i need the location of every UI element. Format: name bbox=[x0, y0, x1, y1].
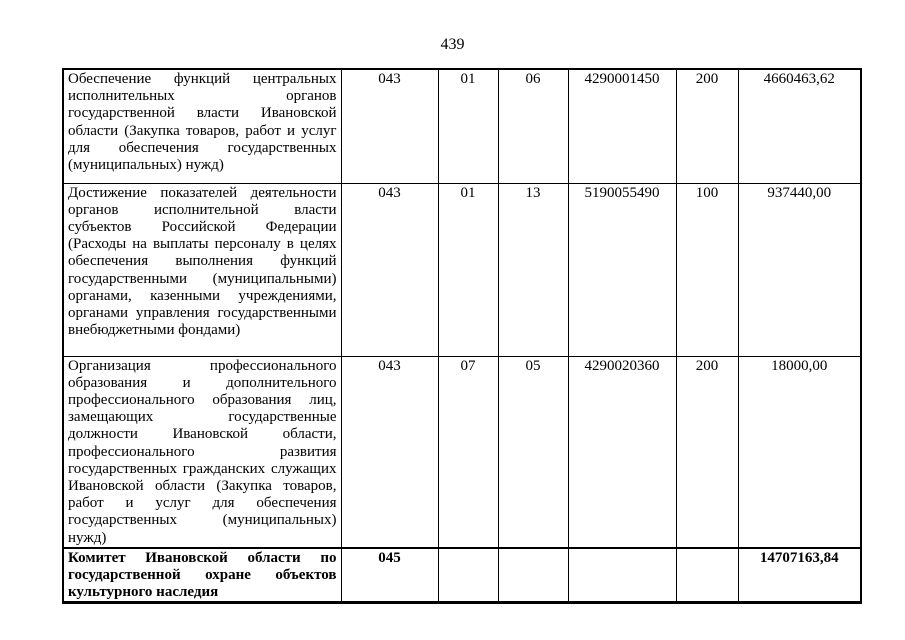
table-row bbox=[63, 183, 861, 356]
cell-grbs-code: 043 bbox=[341, 69, 438, 183]
cell-target-article bbox=[568, 548, 676, 603]
cell-amount: 937440,00 bbox=[738, 183, 861, 356]
table-row-total bbox=[63, 548, 861, 603]
cell-grbs-code: 043 bbox=[341, 356, 438, 548]
cell-description: Обеспечение функций центральных исполнительных органов государственной власти Ивановской области (Закупка товаров, работ и услуг для обеспечения государственных (муниципальных) нужд) bbox=[63, 69, 341, 183]
cell-section: 01 bbox=[438, 69, 498, 183]
cell-target-article: 5190055490 bbox=[568, 183, 676, 356]
cell-description: Организация профессионального образования и дополнительного профессионального образования лиц, замещающих государственные должности Ивановской области, профессионального развития государственных гражданских служащих Ивановской области (Закупка товаров, работ и услуг для обеспечения государственных (муниципальных) нужд) bbox=[63, 356, 341, 548]
cell-description: Комитет Ивановской области по государственной охране объектов культурного наследия bbox=[63, 548, 341, 603]
cell-amount: 14707163,84 bbox=[738, 548, 861, 603]
cell-expense-type: 200 bbox=[676, 356, 738, 548]
budget-table bbox=[62, 68, 862, 604]
cell-section bbox=[438, 548, 498, 603]
cell-target-article: 4290020360 bbox=[568, 356, 676, 548]
cell-section: 07 bbox=[438, 356, 498, 548]
cell-grbs-code: 043 bbox=[341, 183, 438, 356]
cell-expense-type: 200 bbox=[676, 69, 738, 183]
cell-subsection bbox=[498, 548, 568, 603]
cell-amount: 4660463,62 bbox=[738, 69, 861, 183]
cell-amount: 18000,00 bbox=[738, 356, 861, 548]
cell-section: 01 bbox=[438, 183, 498, 356]
cell-subsection: 13 bbox=[498, 183, 568, 356]
cell-subsection: 06 bbox=[498, 69, 568, 183]
cell-grbs-code: 045 bbox=[341, 548, 438, 603]
page-number: 439 bbox=[440, 36, 465, 53]
cell-subsection: 05 bbox=[498, 356, 568, 548]
cell-expense-type: 100 bbox=[676, 183, 738, 356]
table-row bbox=[63, 69, 861, 183]
cell-target-article: 4290001450 bbox=[568, 69, 676, 183]
cell-expense-type bbox=[676, 548, 738, 603]
table-row bbox=[63, 356, 861, 548]
cell-description: Достижение показателей деятельности органов исполнительной власти субъектов Российской Федерации (Расходы на выплаты персоналу в целях обеспечения выполнения функций государственными (муниципальными) органами, казенными учреждениями, органами управления государственными внебюджетными фондами) bbox=[63, 183, 341, 356]
